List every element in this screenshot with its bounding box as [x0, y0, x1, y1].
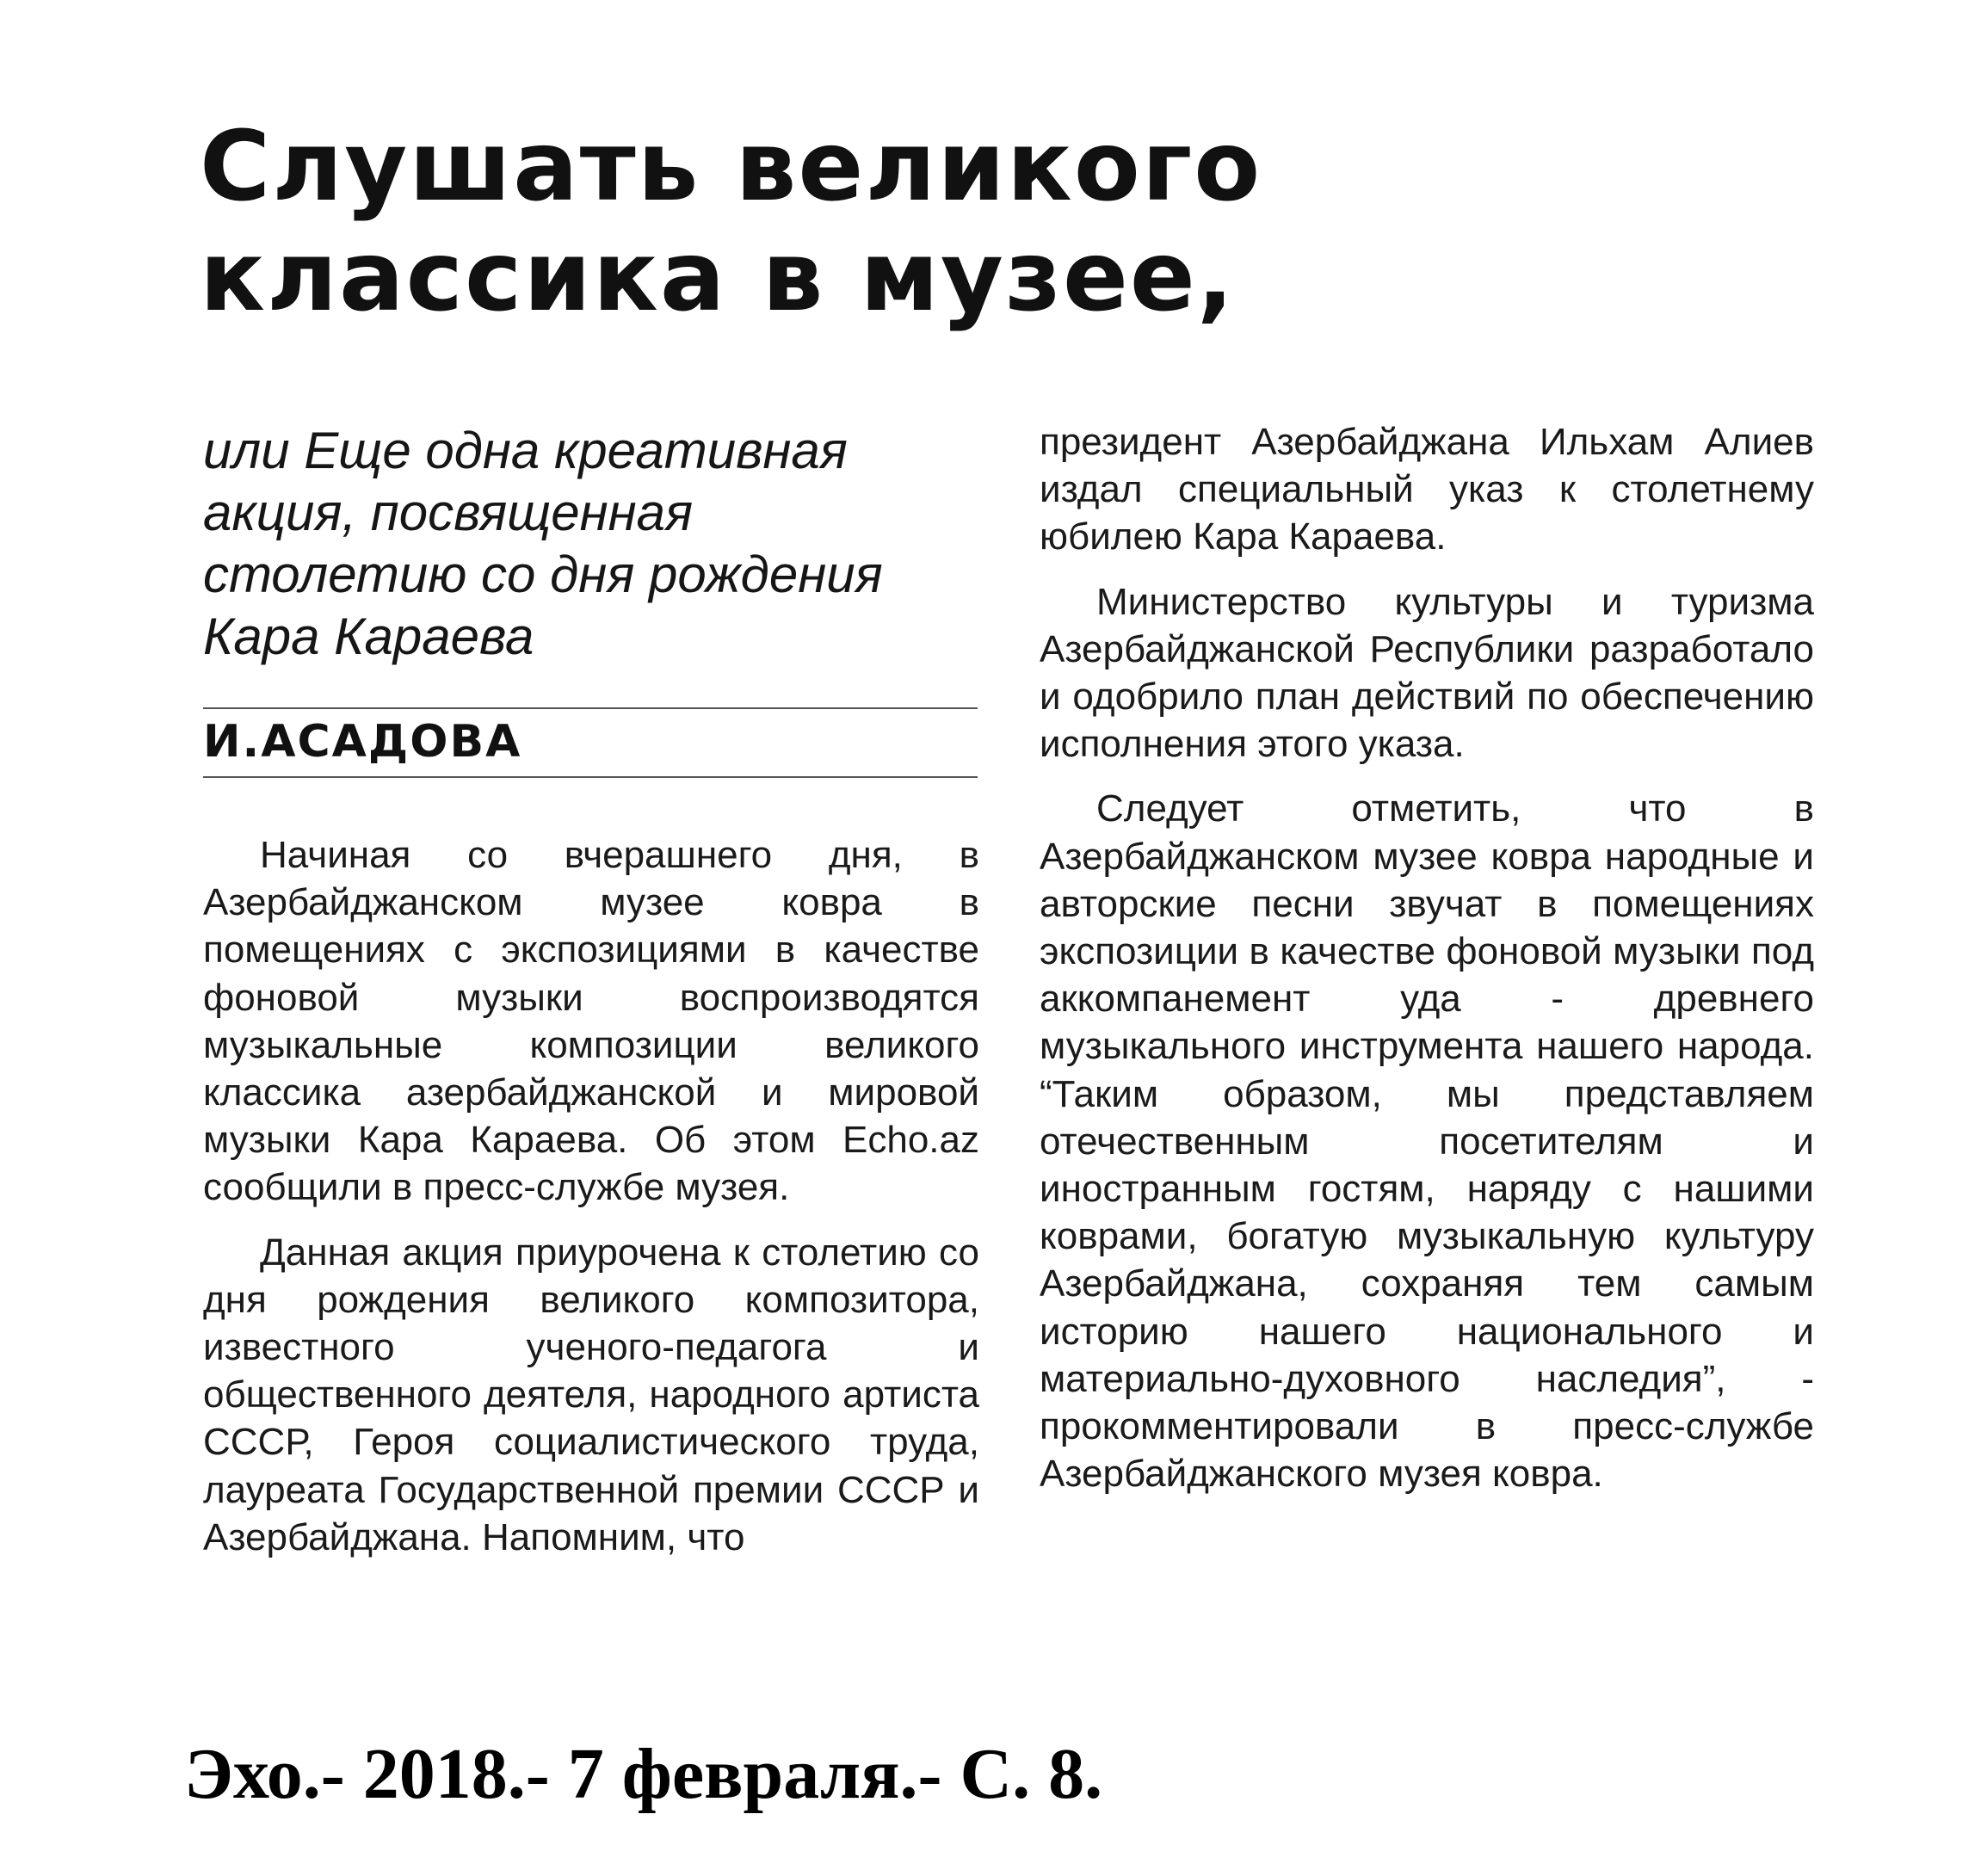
- right-paragraph-1: президент Азербайджана Ильхам Алиев издал специальный указ к столетнему юбилею Кара Караева.: [1040, 421, 1814, 558]
- subtitle-line-3: столетию со дня рождения: [203, 546, 883, 603]
- subtitle: [203, 420, 978, 668]
- left-paragraph-2: Данная акция приурочена к столетию со дня рождения великого композитора, известного ученого-педагога и общественного деятеля, народного артиста СССР, Героя социалистического труда, лауреата Государственной премии СССР и Азербайджана. Напомним, что: [203, 1231, 979, 1558]
- byline-rule-bottom: [203, 776, 978, 778]
- right-paragraph-3: Следует отметить, что в Азербайджанском музее ковра народные и авторские песни звучат в помещениях экспозиции в качестве фоновой музыки под аккомпанемент уда - древнего музыкального инструмента нашего народа. “Таким образом, мы представляем отечественным посетителям и иностранным гостям, наряду с нашими коврами, богатую музыкальную культуру Азербайджана, сохраняя тем самым историю нашего национального и материально-духовного наследия”, - прокомментировали в пресс-службе Азербайджанского музея ковра.: [1040, 787, 1814, 1496]
- left-column: [203, 831, 979, 1578]
- source-citation: Эхо.- 2018.- 7 февраля.- С. 8.: [184, 1734, 1103, 1814]
- subtitle-line-1: или Еще одна креативная: [203, 422, 848, 479]
- right-column: [1040, 418, 1814, 1515]
- subtitle-line-2: акция, посвященная: [203, 484, 694, 541]
- byline: И.АСАДОВА: [203, 716, 522, 768]
- subtitle-line-4: Кара Караева: [203, 608, 534, 665]
- headline-line-1: Слушать великого: [200, 111, 1262, 223]
- byline-rule-top: [203, 707, 978, 709]
- right-paragraph-2: Министерство культуры и туризма Азербайджанской Республики разработало и одобрило план действий по обеспечению исполнения этого указа.: [1040, 580, 1814, 766]
- headline: [200, 112, 1542, 332]
- headline-line-2: классика в музее,: [200, 221, 1236, 333]
- left-paragraph-1: Начиная со вчерашнего дня, в Азербайджанском музее ковра в помещениях с экспозициями в качестве фоновой музыки воспроизводятся музыкальные композиции великого классика азербайджанской и мировой музыки Кара Караева. Об этом Echo.az сообщили в пресс-службе музея.: [203, 834, 979, 1209]
